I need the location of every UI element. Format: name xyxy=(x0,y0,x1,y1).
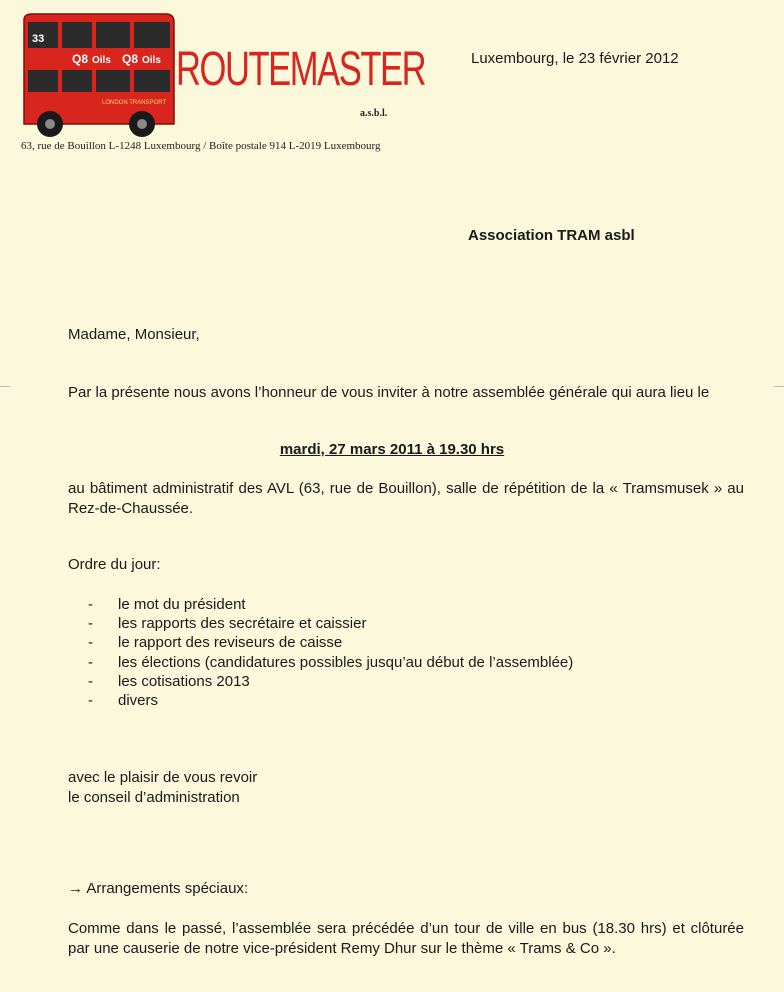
date-line: Luxembourg, le 23 février 2012 xyxy=(471,50,679,67)
agenda-item xyxy=(88,691,573,710)
agenda-bullet: - xyxy=(88,672,93,690)
closing-signature: le conseil d’administration xyxy=(68,789,240,806)
recipient: Association TRAM asbl xyxy=(468,227,635,244)
agenda-item xyxy=(88,595,573,614)
fold-mark-right xyxy=(774,386,784,387)
invitation-paragraph: Par la présente nous avons l’honneur de vous inviter à notre assemblée générale qui aura lieu le xyxy=(68,384,710,401)
special-arrangements-heading xyxy=(68,880,248,897)
agenda-item-text: les cotisations 2013 xyxy=(118,672,250,690)
bus-ad-right: Q8 xyxy=(122,52,139,66)
agenda-bullet: - xyxy=(88,596,93,613)
legal-form: a.s.b.l. xyxy=(360,108,388,119)
agenda-bullet: - xyxy=(88,615,93,633)
routemaster-bus-logo xyxy=(16,12,176,140)
brand-name: ROUTEMASTER xyxy=(176,43,426,96)
bus-ad-left: Q8 xyxy=(72,52,89,66)
special-arrangements-text: Comme dans le passé, l’assemblée sera précédée d’un tour de ville en bus (18.30 hrs) et clôturée par une causerie de notre vice-président Remy Dhur sur le thème « Trams & Co ». xyxy=(68,920,744,957)
agenda-item-text: divers xyxy=(118,692,159,710)
agenda-item-text: le mot du président xyxy=(118,596,246,613)
salutation: Madame, Monsieur, xyxy=(68,326,200,343)
agenda-item xyxy=(88,672,573,691)
agenda-item xyxy=(88,614,573,633)
agenda-item-text: le rapport des reviseurs de caisse xyxy=(118,634,343,652)
agenda-item xyxy=(88,633,573,652)
agenda-bullet: - xyxy=(88,634,93,652)
meeting-datetime-text: mardi, 27 mars 2011 à 19.30 hrs xyxy=(279,441,505,458)
agenda-item xyxy=(88,653,573,672)
agenda-list xyxy=(88,595,573,710)
closing-line-1: avec le plaisir de vous revoir xyxy=(68,769,258,786)
special-arrangements-title: Arrangements spéciaux: xyxy=(86,880,249,897)
location-paragraph: au bâtiment administratif des AVL (63, rue de Bouillon), salle de répétition de la « Tramsmusek » au Rez-de-Chaussée. xyxy=(68,480,744,517)
route-number: 33 xyxy=(32,33,45,45)
arrow-right-icon: → xyxy=(68,880,83,897)
meeting-datetime xyxy=(0,441,784,458)
closing xyxy=(68,768,257,808)
agenda-bullet: - xyxy=(88,653,93,671)
agenda-item-text: les élections (candidatures possibles jusqu’au début de l’assemblée) xyxy=(118,653,574,671)
bus-ad-right-suffix: Oils xyxy=(142,55,161,66)
letterhead-address: 63, rue de Bouillon L-1248 Luxembourg / Boîte postale 914 L-2019 Luxembourg xyxy=(21,140,381,152)
agenda-item-text: les rapports des secrétaire et caissier xyxy=(118,615,367,633)
agenda-bullet: - xyxy=(88,692,93,710)
bus-ad-left-suffix: Oils xyxy=(92,55,111,66)
agenda-title: Ordre du jour: xyxy=(68,556,161,573)
fold-mark-left xyxy=(0,386,10,387)
bus-operator: LONDON TRANSPORT xyxy=(102,100,167,106)
